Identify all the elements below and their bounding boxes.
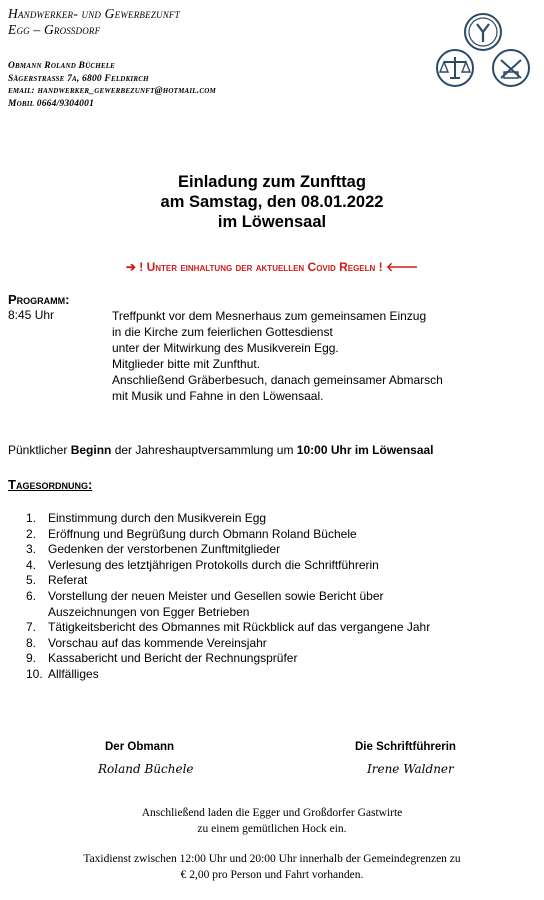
agenda-text: Einstimmung durch den Musikverein Egg bbox=[48, 511, 267, 525]
start-prefix: Pünktlicher bbox=[8, 443, 71, 457]
signature-role-secretary: Die Schriftführerin bbox=[355, 741, 456, 753]
agenda-num: 10. bbox=[26, 666, 43, 681]
title-line2: am Samstag, den 08.01.2022 bbox=[160, 193, 384, 211]
guild-emblem-icon bbox=[433, 10, 533, 90]
agenda-num: 5. bbox=[26, 573, 37, 588]
arrow-left-icon: 🡐 bbox=[385, 260, 419, 274]
program-description bbox=[112, 308, 443, 404]
agenda-text: Verlesung des letztjährigen Protokolls durch die Schriftführerin bbox=[48, 557, 379, 572]
contact-mobile: Mobil 0664/9304001 bbox=[8, 98, 95, 109]
agenda-text: Vorstellung der neuen Meister und Gesellen sowie Bericht über bbox=[48, 588, 384, 603]
org-name-line1: Handwerker- und Gewerbezunft bbox=[8, 6, 180, 21]
letterhead bbox=[8, 6, 216, 110]
agenda-item bbox=[26, 573, 430, 589]
contact-block bbox=[8, 60, 216, 110]
agenda-num: 1. bbox=[26, 511, 37, 525]
program-time: 8:45 Uhr bbox=[8, 308, 55, 322]
footer-line: € 2,00 pro Person und Fahrt vorhanden. bbox=[180, 869, 364, 881]
agenda-num: 8. bbox=[26, 635, 37, 650]
agenda-num: 7. bbox=[26, 620, 37, 635]
agenda-item bbox=[26, 605, 430, 621]
program-line: Treffpunkt vor dem Mesnerhaus zum gemeinsamen Einzug bbox=[112, 309, 427, 323]
agenda-num: 6. bbox=[26, 588, 37, 603]
agenda-num: 4. bbox=[26, 557, 37, 572]
program-line: Anschließend Gräberbesuch, danach gemeinsamer Abmarsch bbox=[112, 373, 443, 387]
org-name-line2: Egg – Großdorf bbox=[8, 22, 101, 37]
agenda-num: 2. bbox=[26, 526, 37, 541]
meeting-start bbox=[8, 443, 434, 457]
title-line3: im Löwensaal bbox=[217, 213, 327, 231]
agenda-text: Vorschau auf das kommende Vereinsjahr bbox=[48, 635, 267, 650]
covid-notice-text: ! Unter einhaltung der aktuellen Covid Regeln ! bbox=[139, 260, 383, 274]
agenda-item bbox=[26, 542, 430, 558]
agenda-text: Auszeichnungen von Egger Betrieben bbox=[48, 604, 250, 619]
footer-taxi bbox=[0, 851, 544, 883]
agenda-text: Eröffnung und Begrüßung durch Obmann Roland Büchele bbox=[48, 526, 357, 541]
program-line: mit Musik und Fahne in den Löwensaal. bbox=[112, 389, 324, 403]
agenda-item bbox=[26, 589, 430, 605]
agenda-text: Kassabericht und Bericht der Rechnungsprüfer bbox=[48, 651, 298, 666]
agenda-text: Referat bbox=[48, 573, 88, 588]
start-bold-time: 10:00 Uhr im Löwensaal bbox=[296, 443, 434, 457]
agenda-heading: Tagesordnung: bbox=[8, 477, 93, 492]
agenda-num: 3. bbox=[26, 542, 37, 557]
agenda-list bbox=[26, 511, 430, 683]
agenda-text: Allfälliges bbox=[48, 666, 99, 681]
agenda-num: 9. bbox=[26, 651, 37, 666]
contact-email: email: handwerker_gewerbezunft@hotmail.com bbox=[8, 86, 216, 96]
agenda-text: Gedenken der verstorbenen Zunftmitglieder bbox=[48, 542, 281, 557]
footer-line: Taxidienst zwischen 12:00 Uhr und 20:00 Uhr innerhalb der Gemeindegrenzen zu bbox=[83, 853, 461, 865]
start-middle: der Jahreshauptversammlung um bbox=[111, 443, 297, 457]
agenda-text: Tätigkeitsbericht des Obmannes mit Rückblick auf das vergangene Jahr bbox=[48, 620, 431, 635]
agenda-item bbox=[26, 620, 430, 636]
signature-role-chairman: Der Obmann bbox=[105, 741, 175, 753]
signature-secretary: Irene Waldner bbox=[367, 762, 454, 776]
program-line: in die Kirche zum feierlichen Gottesdienst bbox=[112, 325, 333, 339]
agenda-item bbox=[26, 558, 430, 574]
footer-line: Anschließend laden die Egger und Großdorfer Gastwirte bbox=[141, 807, 403, 819]
footer-gathering bbox=[0, 805, 544, 837]
start-bold-begin: Beginn bbox=[70, 443, 112, 457]
invitation-title bbox=[0, 172, 544, 232]
agenda-item bbox=[26, 636, 430, 652]
agenda-item bbox=[26, 527, 430, 543]
agenda-num bbox=[26, 605, 48, 621]
contact-address: Sägerstraße 7a, 6800 Feldkirch bbox=[8, 73, 149, 84]
agenda-item bbox=[26, 667, 430, 683]
arrow-right-icon: ➔ bbox=[125, 260, 136, 274]
footer-line: zu einem gemütlichen Hock ein. bbox=[197, 823, 347, 835]
contact-chairman: Obmann Roland Büchele bbox=[8, 61, 116, 71]
program-heading: Programm: bbox=[8, 292, 70, 307]
program-line: Mitglieder bitte mit Zunfthut. bbox=[112, 357, 261, 371]
agenda-item bbox=[26, 651, 430, 667]
agenda-item bbox=[26, 511, 430, 527]
covid-notice bbox=[0, 259, 544, 274]
program-line: unter der Mitwirkung des Musikverein Egg. bbox=[112, 341, 339, 355]
title-line1: Einladung zum Zunfttag bbox=[178, 173, 366, 191]
signature-chairman: Roland Büchele bbox=[98, 762, 194, 776]
